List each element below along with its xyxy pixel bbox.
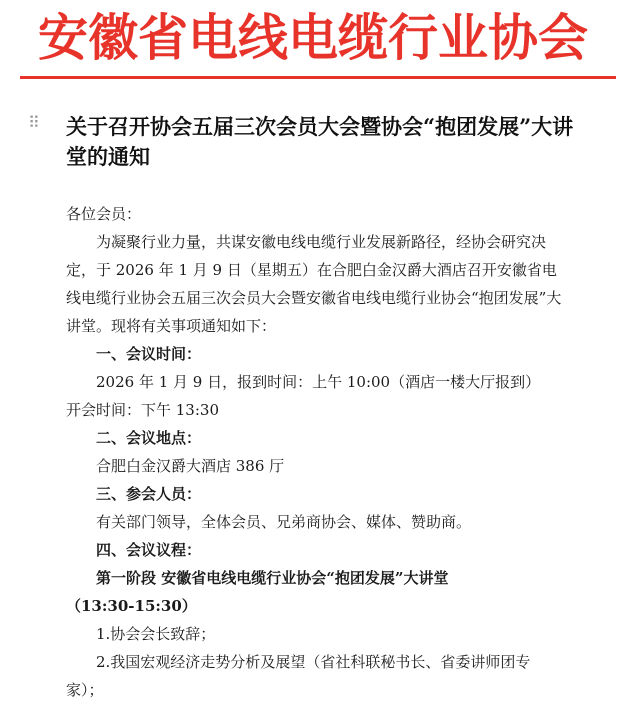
- agenda-item: 2.我国宏观经济走势分析及展望（省社科联秘书长、省委讲师团专家）；: [66, 653, 531, 699]
- section-attendees-heading: 三、参会人员：: [96, 485, 202, 503]
- intro-paragraph: 为凝聚行业力量，共谋安徽电线电缆行业发展新路径，经协会研究决定，于 2026 年 1 月 9 日（星期五）在合肥白金汉爵大酒店召开安徽省电线电缆行业协会五届三次会员大会暨安徽省电线电缆行业协会“抱团发展”大讲堂。现将有关事项通知如下：: [66, 233, 562, 335]
- notice-title: 关于召开协会五届三次会员大会暨协会“抱团发展”大讲堂的通知: [66, 114, 574, 169]
- org-letterhead-title: 安徽省电线电缆行业协会: [38, 8, 588, 67]
- letterhead-divider: [20, 76, 616, 79]
- section-time-line-2: 开会时间：下午 13:30: [66, 401, 219, 419]
- section-location-heading: 二、会议地点：: [96, 429, 202, 447]
- drag-handle-icon[interactable]: ⠿: [28, 113, 38, 132]
- section-attendees-line: 有关部门领导，全体会员、兄弟商协会、媒体、赞助商。: [96, 513, 472, 531]
- section-time-line-1: 2026 年 1 月 9 日，报到时间：上午 10:00（酒店一楼大厅报到）: [96, 373, 541, 391]
- section-agenda-heading: 四、会议议程：: [96, 541, 202, 559]
- section-location-line: 合肥白金汉爵大酒店 386 厅: [96, 457, 285, 475]
- salutation: 各位会员：: [66, 205, 142, 223]
- section-time-heading: 一、会议时间：: [96, 345, 202, 363]
- agenda-item: 1.协会会长致辞；: [96, 625, 216, 643]
- agenda-stage-time: （13:30-15:30）: [66, 597, 197, 615]
- notice-body: [66, 200, 566, 704]
- agenda-stage-title: 第一阶段 安徽省电线电缆行业协会“抱团发展”大讲堂: [96, 569, 449, 587]
